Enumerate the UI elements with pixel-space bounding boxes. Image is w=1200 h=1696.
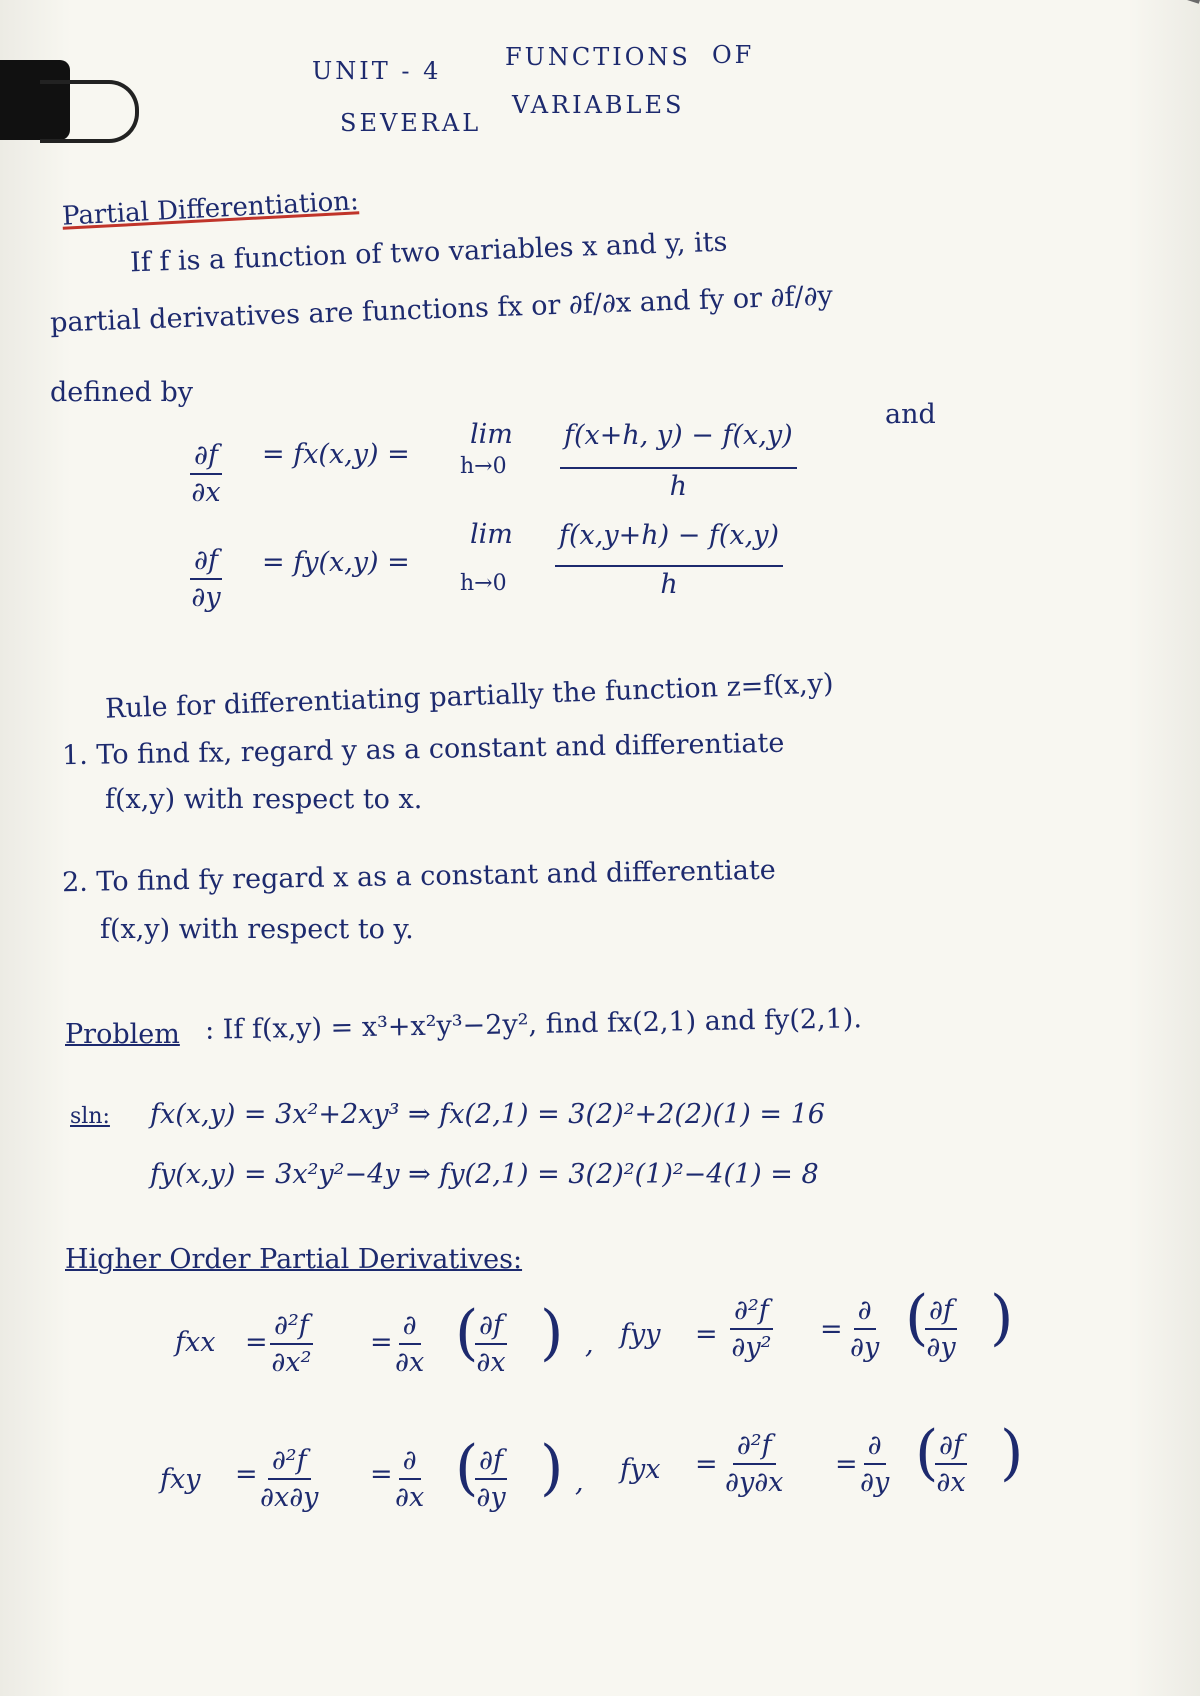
fyy-open-paren: ( — [905, 1283, 929, 1353]
fxy-close-paren: ) — [540, 1433, 564, 1503]
fxy-eq-1: = — [235, 1459, 258, 1490]
fxy-outer-operator — [395, 1445, 424, 1513]
fx-limit: lim — [470, 419, 513, 450]
fxy-eq-2: = — [370, 1459, 393, 1490]
fxy-inner-denominator: ∂y — [476, 1482, 506, 1513]
fy-difference-quotient — [555, 520, 783, 600]
fxy-comma: , — [575, 1467, 584, 1498]
fx-definition-lhs: = fx(x,y) = — [262, 439, 410, 470]
fyx-open-paren: ( — [915, 1418, 939, 1488]
fyy-inner-numerator: ∂f — [925, 1295, 957, 1330]
fxy-outer-numerator: ∂ — [399, 1445, 421, 1480]
fy-lhs-fraction — [190, 545, 222, 613]
fyx-eq-2: = — [835, 1449, 858, 1480]
fx-limit-subscript: h→0 — [460, 454, 507, 479]
fyy-numerator: ∂²f — [730, 1295, 773, 1330]
rule-1-line-b: f(x,y) with respect to x. — [105, 784, 423, 815]
fyx-outer-operator — [860, 1430, 889, 1498]
fxx-second-derivative — [270, 1310, 313, 1378]
fy-difference-denominator: h — [660, 569, 678, 600]
pen-mark — [1113, 0, 1200, 32]
fy-difference-numerator: f(x,y+h) − f(x,y) — [555, 520, 783, 567]
fxx-denominator: ∂x² — [271, 1347, 312, 1378]
solution-label: sln: — [70, 1104, 110, 1129]
fx-difference-quotient — [560, 420, 797, 502]
fyy-eq-2: = — [820, 1314, 843, 1345]
fxx-numerator: ∂²f — [270, 1310, 313, 1345]
header-unit: UNIT - 4 — [312, 57, 442, 85]
fx-difference-numerator: f(x+h, y) − f(x,y) — [560, 420, 797, 469]
fyx-inner-numerator: ∂f — [935, 1430, 967, 1465]
fxx-inner-numerator: ∂f — [475, 1310, 507, 1345]
fxy-inner-derivative — [475, 1445, 507, 1513]
fxy-denominator: ∂x∂y — [260, 1482, 319, 1513]
partial-text-line-3: defined by — [50, 377, 194, 408]
fyx-numerator: ∂²f — [733, 1430, 776, 1465]
problem-label: Problem — [65, 1019, 180, 1050]
fxx-open-paren: ( — [455, 1298, 479, 1368]
fy-definition-lhs: = fy(x,y) = — [262, 547, 410, 578]
fxx-eq-1: = — [245, 1327, 268, 1358]
fyx-inner-derivative — [935, 1430, 967, 1498]
header-functions: FUNCTIONS — [505, 43, 691, 71]
fxx-label: fxx — [175, 1327, 216, 1358]
fyx-outer-numerator: ∂ — [864, 1430, 886, 1465]
fy-limit: lim — [470, 519, 513, 550]
fxx-inner-derivative — [475, 1310, 507, 1378]
fx-lhs-denominator: ∂x — [191, 477, 221, 508]
fyy-outer-denominator: ∂y — [850, 1332, 880, 1363]
solution-line-fy: fy(x,y) = 3x²y²−4y ⇒ fy(2,1) = 3(2)²(1)²−4(1) = 8 — [150, 1159, 819, 1190]
rule-1-line-a: 1. To find fx, regard y as a constant and differentiate — [61, 727, 785, 772]
fyy-eq-1: = — [695, 1319, 718, 1350]
fxx-eq-2: = — [370, 1327, 393, 1358]
binder-clip-wire — [40, 80, 139, 143]
fy-lhs-numerator: ∂f — [190, 545, 222, 580]
fxx-outer-operator — [395, 1310, 424, 1378]
fyx-close-paren: ) — [1000, 1418, 1024, 1488]
fyy-second-derivative — [730, 1295, 773, 1363]
section-heading-higher-order: Higher Order Partial Derivatives: — [65, 1244, 523, 1275]
rule-heading: Rule for differentiating partially the function z=f(x,y) — [104, 668, 834, 725]
partial-text-line-2: partial derivatives are functions fx or ∂f/∂x and fy or ∂f/∂y — [49, 280, 834, 339]
fyy-outer-numerator: ∂ — [854, 1295, 876, 1330]
partial-text-line-1: If f is a function of two variables x and y, its — [129, 226, 728, 279]
fxy-numerator: ∂²f — [268, 1445, 311, 1480]
fyy-inner-derivative — [925, 1295, 957, 1363]
fx-lhs-fraction — [190, 440, 222, 508]
fxy-open-paren: ( — [455, 1433, 479, 1503]
fx-difference-denominator: h — [669, 471, 688, 502]
fyy-inner-denominator: ∂y — [926, 1332, 956, 1363]
fyx-outer-denominator: ∂y — [860, 1467, 890, 1498]
problem-statement: : If f(x,y) = x³+x²y³−2y², find fx(2,1) and fy(2,1). — [204, 1003, 863, 1046]
fx-lhs-numerator: ∂f — [190, 440, 222, 475]
fxx-inner-denominator: ∂x — [476, 1347, 506, 1378]
fy-lhs-denominator: ∂y — [191, 582, 221, 613]
fxy-label: fxy — [160, 1464, 201, 1495]
fxx-outer-numerator: ∂ — [399, 1310, 421, 1345]
fxx-close-paren: ) — [540, 1298, 564, 1368]
fyx-inner-denominator: ∂x — [936, 1467, 966, 1498]
fyy-close-paren: ) — [990, 1283, 1014, 1353]
fxx-comma: , — [585, 1329, 594, 1360]
fyy-label: fyy — [620, 1319, 661, 1350]
rule-2-line-a: 2. To find fy regard x as a constant and differentiate — [61, 854, 776, 899]
fxy-inner-numerator: ∂f — [475, 1445, 507, 1480]
fxy-second-derivative — [260, 1445, 318, 1513]
solution-line-fx: fx(x,y) = 3x²+2xy³ ⇒ fx(2,1) = 3(2)²+2(2)(1) = 16 — [150, 1099, 825, 1130]
fyx-second-derivative — [725, 1430, 783, 1498]
fyy-outer-operator — [850, 1295, 879, 1363]
fxx-outer-denominator: ∂x — [395, 1347, 425, 1378]
header-variables: VARIABLES — [512, 91, 685, 119]
fy-limit-subscript: h→0 — [460, 571, 507, 596]
fyx-eq-1: = — [695, 1449, 718, 1480]
section-heading-partial-differentiation: Partial Differentiation: — [61, 186, 360, 232]
header-several: SEVERAL — [340, 109, 482, 137]
rule-2-line-b: f(x,y) with respect to y. — [100, 914, 414, 945]
fyy-denominator: ∂y² — [731, 1332, 772, 1363]
fyx-denominator: ∂y∂x — [725, 1467, 784, 1498]
header-of: OF — [712, 41, 755, 69]
fxy-outer-denominator: ∂x — [395, 1482, 425, 1513]
fx-and: and — [885, 399, 936, 430]
fyx-label: fyx — [620, 1454, 661, 1485]
